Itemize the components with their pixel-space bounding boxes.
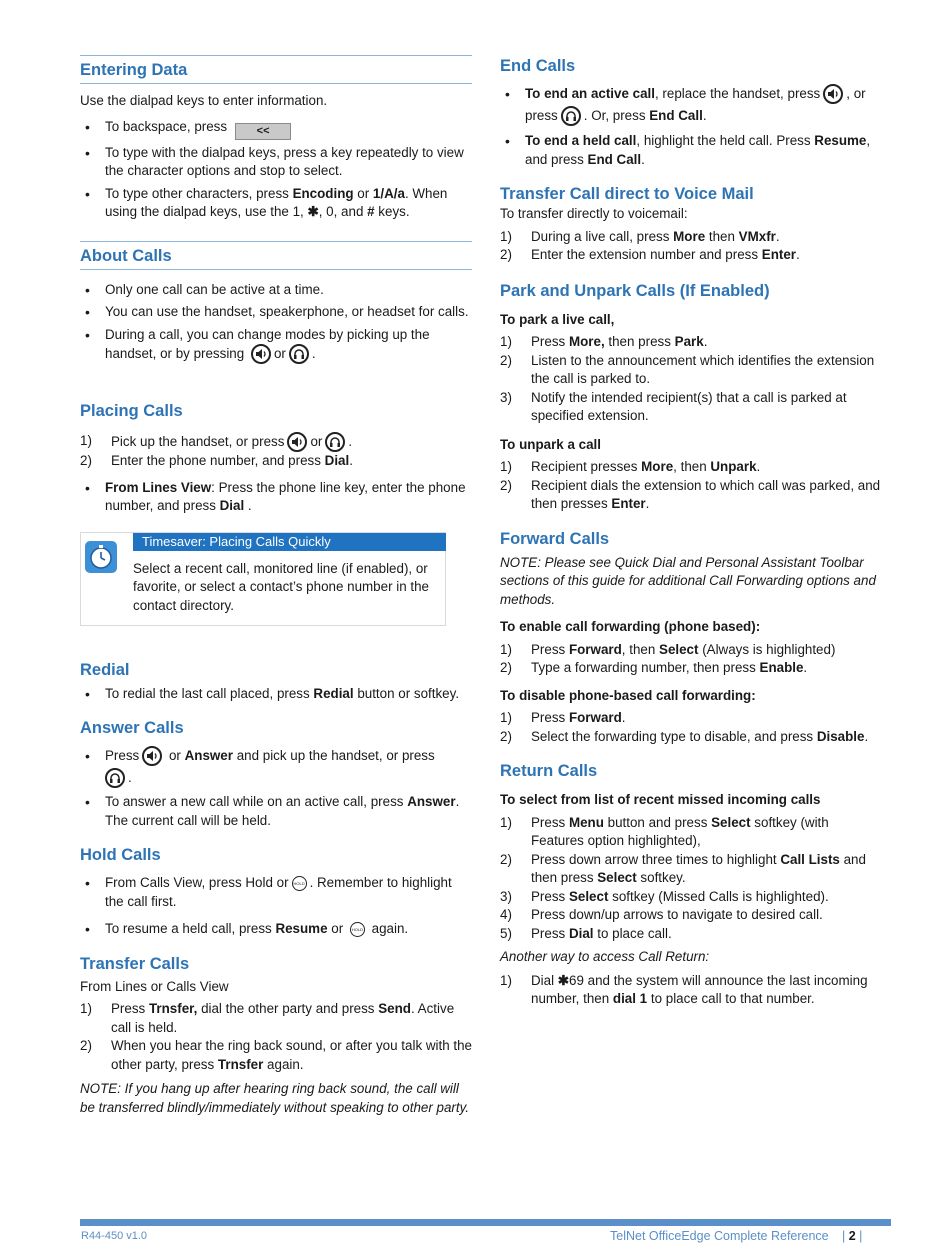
- list-item: • To resume a held call, press Resume or HOLD again.: [80, 920, 472, 939]
- voicemail-title: Transfer Call direct to Voice Mail: [500, 185, 754, 203]
- transfer-steps: [80, 1000, 472, 1074]
- speaker-icon: [823, 84, 843, 104]
- list-item: 2) Enter the extension number and press Enter.: [500, 247, 800, 262]
- enable-forward-steps: [500, 641, 885, 678]
- return-calls-title: Return Calls: [500, 762, 598, 780]
- hold-calls-title: Hold Calls: [80, 846, 161, 864]
- timesaver-box: [80, 532, 446, 626]
- list-item: • Only one call can be active at a time.: [80, 281, 472, 300]
- speaker-icon: [251, 344, 271, 364]
- redial-list: [80, 685, 472, 704]
- headset-icon: [561, 106, 581, 126]
- timesaver-header: Timesaver: Placing Calls Quickly: [133, 533, 446, 551]
- list-item: 1) Press Menu button and press Select softkey (with Features option highlighted),: [500, 814, 829, 848]
- footer-title: TelNet OfficeEdge Complete Reference: [610, 1229, 829, 1243]
- placing-calls-title: Placing Calls: [80, 402, 183, 420]
- list-item: • To type other characters, press Encoding or 1/A/a. When using the dialpad keys, use the 1, ✱, 0, and # keys.: [80, 185, 472, 222]
- hold-icon: HOLD: [292, 876, 307, 891]
- list-item: 1) Recipient presses More, then Unpark.: [500, 459, 761, 474]
- park-subtitle: To park a live call,: [500, 311, 615, 327]
- list-item: • To backspace, press <<: [80, 118, 472, 140]
- list-item: • You can use the handset, speakerphone, or headset for calls.: [80, 303, 472, 322]
- return-subtitle: To select from list of recent missed incoming calls: [500, 792, 821, 807]
- star-icon: ✱: [557, 972, 570, 988]
- list-item: • To end a held call, highlight the held call. Press Resume, and press End Call.: [500, 132, 885, 169]
- list-item: 2) Listen to the announcement which identifies the extension the call is parked to.: [500, 352, 875, 386]
- footer-page: | 2 |: [842, 1229, 863, 1243]
- list-item: 3) Press Select softkey (Missed Calls is highlighted).: [500, 888, 829, 904]
- entering-data-title: Entering Data: [80, 61, 188, 79]
- disable-forward-steps: [500, 709, 885, 746]
- left-column: [80, 55, 472, 1117]
- voicemail-steps: [500, 228, 885, 265]
- list-item: 4) Press down/up arrows to navigate to desired call.: [500, 907, 823, 922]
- redial-title: Redial: [80, 660, 130, 679]
- list-item: • To redial the last call placed, press Redial button or softkey.: [80, 685, 472, 704]
- list-item: 2) Select the forwarding type to disable, and press Disable.: [500, 728, 869, 744]
- speaker-icon: [142, 746, 162, 766]
- end-calls-title: End Calls: [500, 57, 576, 75]
- list-item: 1) Pick up the handset, or press or .: [80, 432, 472, 452]
- right-column: [500, 55, 885, 1009]
- footer-bar: [80, 1219, 891, 1226]
- hold-icon: HOLD: [350, 922, 365, 937]
- list-item: • To end an active call, replace the handset, press , or press . Or, press End Call.: [500, 83, 885, 127]
- headset-icon: [289, 344, 309, 364]
- voicemail-intro: To transfer directly to voicemail:: [500, 206, 688, 221]
- another-way: Another way to access Call Return:: [500, 949, 710, 964]
- park-title: Park and Unpark Calls (If Enabled): [500, 281, 770, 300]
- list-item: 2) Enter the phone number, and press Dial.: [80, 453, 353, 468]
- list-item: • To type with the dialpad keys, press a key repeatedly to view the character options and stop to select.: [80, 144, 472, 181]
- backspace-key-icon: <<: [235, 123, 291, 140]
- list-item: 2) Type a forwarding number, then press Enable.: [500, 660, 808, 675]
- about-calls-title: About Calls: [80, 246, 172, 265]
- list-item: 1) Press Trnsfer, dial the other party and press Send. Active call is held.: [80, 1001, 455, 1035]
- entering-intro: Use the dialpad keys to enter information.: [80, 93, 328, 108]
- headset-icon: [105, 768, 125, 788]
- list-item: 1) Press Forward, then Select (Always is highlighted): [500, 641, 836, 657]
- placing-list: [80, 479, 472, 516]
- list-item: • Press or Answer and pick up the handset, or press .: [80, 745, 472, 789]
- list-item: • From Calls View, press Hold or HOLD . Remember to highlight the call first.: [80, 874, 472, 911]
- list-item: 1) Press Forward.: [500, 710, 626, 725]
- another-way-steps: [500, 972, 885, 1009]
- about-list: [80, 281, 472, 365]
- star-icon: ✱: [307, 204, 319, 219]
- hold-list: [80, 874, 472, 939]
- disable-forward-subtitle: To disable phone-based call forwarding:: [500, 687, 756, 703]
- list-item: • From Lines View: Press the phone line key, enter the phone number, and press Dial .: [80, 479, 472, 516]
- transfer-calls-title: Transfer Calls: [80, 954, 190, 973]
- entering-list: [80, 118, 472, 222]
- forward-note: NOTE: Please see Quick Dial and Personal Assistant Toolbar sections of this guide for additional Call Forwarding options and methods.: [500, 554, 876, 607]
- entering-data-header: [80, 55, 472, 84]
- list-item: 2) When you hear the ring back sound, or after you talk with the other party, press Trnsfer again.: [80, 1038, 473, 1072]
- headset-icon: [325, 432, 345, 452]
- list-item: • To answer a new call while on an active call, press Answer. The current call will be held.: [80, 793, 472, 830]
- transfer-note: NOTE: If you hang up after hearing ring back sound, the call will be transferred blindly/immediately without speaking to other party.: [80, 1081, 470, 1115]
- enable-forward-subtitle: To enable call forwarding (phone based):: [500, 619, 761, 634]
- placing-steps: [80, 432, 472, 471]
- answer-calls-title: Answer Calls: [80, 719, 184, 737]
- forward-title: Forward Calls: [500, 529, 610, 548]
- list-item: • During a call, you can change modes by picking up the handset, or by pressing or .: [80, 326, 472, 365]
- list-item: 1) During a live call, press More then VMxfr.: [500, 228, 780, 244]
- end-list: [500, 83, 885, 169]
- footer-code: R44-450 v1.0: [81, 1230, 148, 1242]
- list-item: 1) Dial ✱69 and the system will announce the last incoming number, then dial 1 to place call to that number.: [500, 972, 868, 1006]
- about-calls-header: [80, 241, 472, 270]
- list-item: 1) Press More, then press Park.: [500, 334, 708, 349]
- speaker-icon: [287, 432, 307, 452]
- timesaver-body: Select a recent call, monitored line (if enabled), or favorite, or select a contact’s phone number in the contact directory.: [133, 560, 430, 613]
- return-steps: [500, 814, 885, 944]
- unpark-subtitle: To unpark a call: [500, 436, 601, 452]
- list-item: 5) Press Dial to place call.: [500, 925, 672, 941]
- list-item: 3) Notify the intended recipient(s) that a call is parked at specified extension.: [500, 389, 847, 423]
- list-item: 2) Press down arrow three times to highlight Call Lists and then press Select softkey.: [500, 851, 866, 885]
- stopwatch-icon: [85, 541, 117, 573]
- answer-list: [80, 745, 472, 830]
- unpark-steps: [500, 458, 885, 514]
- park-steps: [500, 333, 885, 426]
- list-item: 2) Recipient dials the extension to which call was parked, and then presses Enter.: [500, 477, 881, 511]
- transfer-intro: From Lines or Calls View: [80, 978, 229, 994]
